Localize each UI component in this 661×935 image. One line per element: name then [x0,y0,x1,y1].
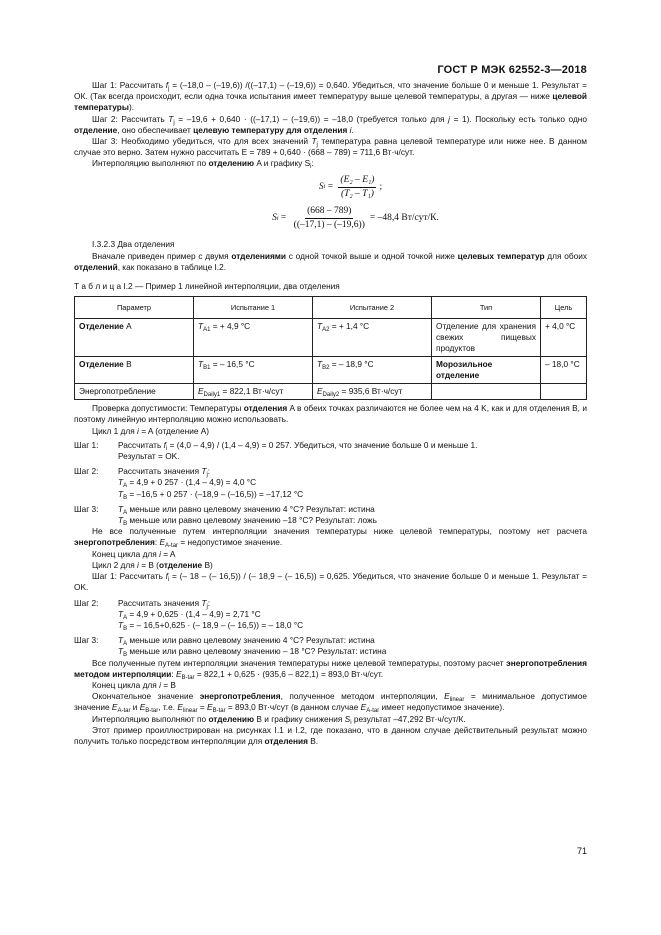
table-cell: Отделение B [75,357,194,384]
step-b3: Шаг 3: $T_A$ меньше или равно целевому значению 4 °C? Результат: истина $T_B$ меньше или равно целевому значению – 18 °C? Результат: истина [74,635,387,659]
table-header-cell: Испытание 1 [194,297,313,319]
document-body [74,80,587,747]
paragraph-step2: Шаг 2: Рассчитать $T_j = -19,6 + 0,640 \cdot ((-17,1) - (-19,6)) = -18,0$ (требуется только для j = 1). Поскольку есть только одно отделение, оно обеспечивает целевую температуру для отделения i. [74,113,587,135]
step-b2: Шаг 2: Рассчитать значения $T_j$: $T_A = 4,9 + 0,625 \cdot (1,4 - 4,9) = 2,71$ °C $T_B$ = – 16,5+0,625 · (– 18,9 – (– 16,5)) = – 18,0 °C [74,597,304,632]
table-cell [541,384,587,400]
table-cell: $T_{B1}$ = – 16,5 °C [194,357,313,384]
table-cell: Морозильное отделение [432,357,541,384]
step-a2: Шаг 2: Рассчитать значения $T_j$: $T_A = 4,9 + 0$ 257 · (1,4 – 4,9) = 4,0 °C $T_B = -16,5 + 0$ 257 · (–18,9 – (–16,5)) = –17,12 °C [74,466,304,501]
table-interpolation [74,296,587,400]
table-cell: – 18,0 °C [541,357,587,384]
paragraph-illustration: Этот пример проиллюстрирован на рисунках I.1 и I.2, где показано, что в данном случае действительный результат можно получить только посредством интерполяции для отделения B. [74,724,587,746]
step-a3: Шаг 3: $T_A$ меньше или равно целевому значению 4 °C? Результат: истина $T_B$ меньше или равно целевому значению –18 °C? Результат: ложь [74,503,377,528]
table-cell: $E_{Daily2} = 935,6$ Вт·ч/сут [313,384,432,400]
paragraph-two-compartments: Вначале приведен пример с двумя отделениями с одной точкой выше и одной точкой ниже целевых температур для обоих отделений, как показано в таблице I.2. [74,250,587,272]
paragraph-step-b1: Шаг 1: Рассчитать $f_i$ = (– 18 – (– 16,5)) / (– 18,9 – (– 16,5)) = 0,625. Убедиться, что значение больше 0 и меньше 1. Результат = OK. [74,571,587,593]
table-header-cell: Цель [541,297,587,319]
paragraph-cycle2: Цикл 2 для i = B (отделение B) [92,559,213,570]
table-cell: Энергопотребление [75,384,194,400]
table-cell: + 4,0 °C [541,319,587,357]
paragraph-validity: Проверка допустимости: Температуры отделения A в обеих точках различаются не более чем на 4 K, как и для отделения B, и поэтому линейную интерполяцию можно использовать. [74,403,587,425]
step-a1: Шаг 1: Рассчитать $f_i = (4,0 - 4,9) / (1,4 - 4,9) = 0$ 257. Убедиться, что значение больше 0 и меньше 1. Результат = OK. [74,439,478,462]
table-cell: $E_{Daily1} = 822,1$ Вт·ч/сут [194,384,313,400]
table-caption: Т а б л и ц а I.2 — Пример 1 линейной интерполяции, два отделения [74,281,340,292]
paragraph-cycle1: Цикл 1 для i = A (отделение A) [92,425,210,436]
section-heading: I.3.2.3 Два отделения [92,239,175,250]
paragraph-not-all-below: Не все полученные путем интерполяции значения температуры ниже целевой температуры, поэтому нет расчета энергопотребления: $E_{A-tar}$ = недопустимое значение. [74,526,587,550]
table-header-row [75,297,587,319]
table-header-cell: Параметр [75,297,194,319]
table-row [75,357,587,384]
formula-slope-value: S i = $\frac{(668 - 789)}{((-17,1) - (-19,6))}$ = –48,4 Вт/сут/К. [272,206,439,231]
table-cell: $T_{A2}$ = + 1,4 °C [313,319,432,357]
paragraph-final-value: Окончательное значение энергопотребления, полученное методом интерполяции, $E_{linear}$ = минимальное допустимое значение $E_{A-tar}$ и $E_{B-tar}$, т.е. $E_{linear} = E_{B-tar} = 893,0$ Вт·ч/сут (в данном случае $E_{A-tar}$ имеет недопустимое значение). [74,691,587,715]
paragraph-step1: Шаг 1: Рассчитать $f_j = (-18,0 - (-19,6))$ /((–17,1) – (–19,6)) = 0,640. Убедиться, что значение больше 0 и меньше 1. Результат = ОК. (Так всегда происходит, если одна точка испытания имеет температуру выше целевой температуры, а другая — ниже целевой температуры). [74,80,587,113]
page-number: 71 [576,846,587,856]
paragraph-interpolation-b: Интерполяцию выполняют по отделению B и графику снижения $S_i$ результат –47,292 Вт·ч/сут/К. [92,713,466,726]
table-row [75,384,587,400]
paragraph-end-cycle-b: Конец цикла для i = B [92,679,176,690]
standard-header: ГОСТ Р МЭК 62552-3—2018 [437,64,587,76]
table-header-cell: Тип [432,297,541,319]
table-cell: $T_{A1}$ = + 4,9 °C [194,319,313,357]
table-cell [432,384,541,400]
paragraph-all-below: Все полученные путем интерполяции значения температуры ниже целевой температуры, поэтому расчет энергопотребления методом интерполяции: $E_{B-tar} = 822,1 + 0,625 \cdot (935,6 - 822,1) = 893,0$ Вт·ч/сут. [74,657,587,681]
table-cell: Отделение A [75,319,194,357]
paragraph-interpolation-a: Интерполяцию выполняют по отделению A и графику $S_i$: [92,158,314,171]
formula-slope-general: S i = $\frac{\text{(E₂ – E₁)}}{\text{(T₂ – T₁)}}$ ; [318,174,383,199]
paragraph-end-cycle-a: Конец цикла для i = A [92,548,176,559]
table-header-cell: Испытание 2 [313,297,432,319]
table-row [75,319,587,357]
table-cell: Отделение для хранения свежих пищевых продуктов [432,319,541,357]
table-cell: $T_{B2}$ = – 18,9 °C [313,357,432,384]
paragraph-step3: Шаг 3: Необходимо убедиться, что для всех значений $T_j$ температура равна целевой температуре или ниже нее. В данном случае это верно. Затем нужно рассчитать E = 789 + 0,640 · (668 – 789) = 711,6 Вт·ч/сут. [74,136,587,158]
